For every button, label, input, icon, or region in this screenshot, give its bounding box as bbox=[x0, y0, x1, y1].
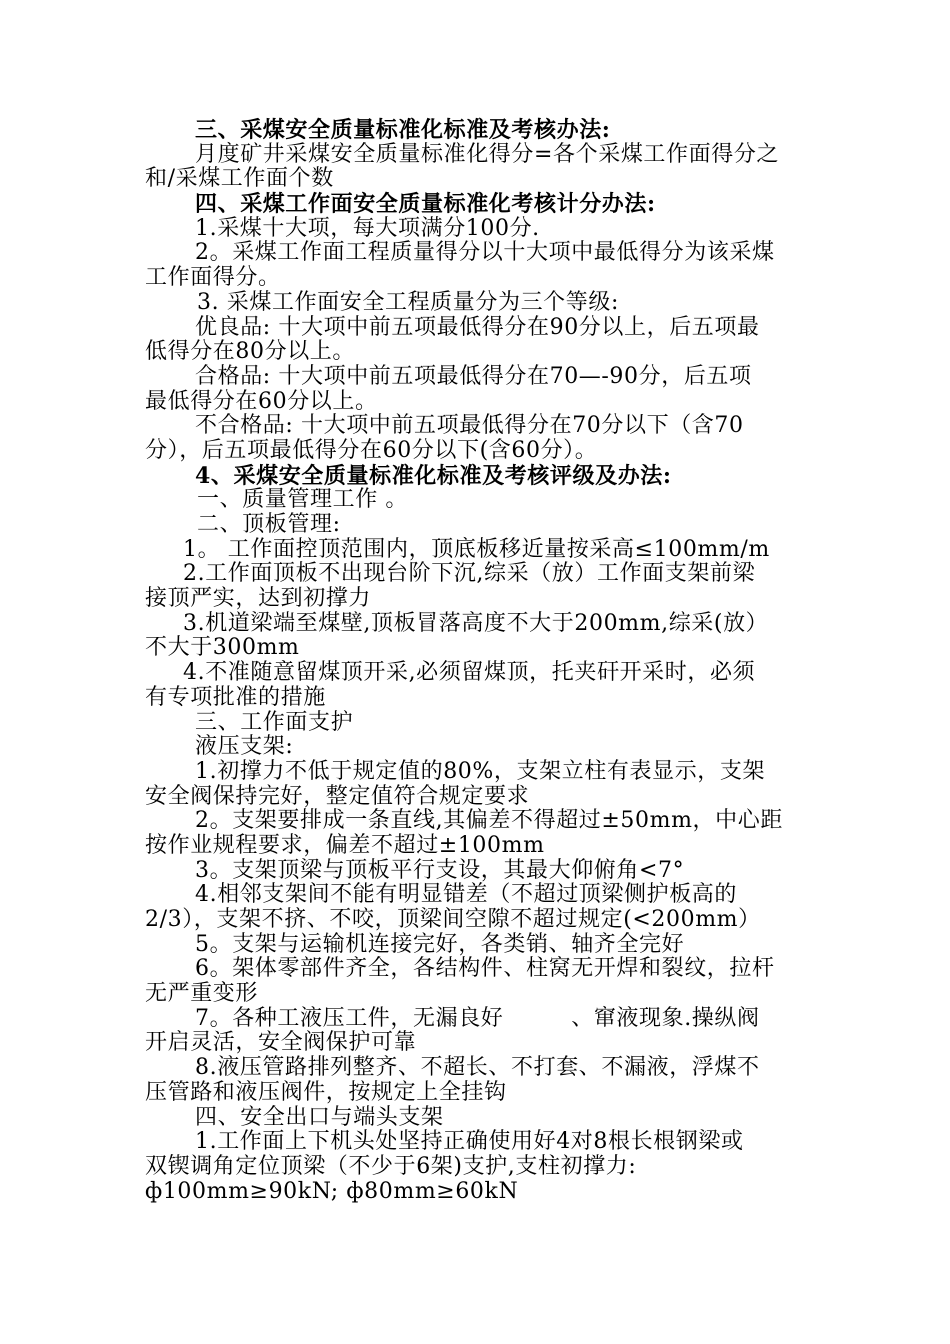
text-line: 4.相邻支架间不能有明显错差（不超过顶梁侧护板高的 bbox=[195, 882, 737, 908]
text-line: 不合格品: 十大项中前五项最低得分在70分以下（含70 bbox=[195, 413, 744, 439]
text-line: 最低得分在60分以上。 bbox=[145, 388, 378, 414]
text-line: 液压支架: bbox=[195, 734, 294, 760]
text-line: 四、安全出口与端头支架 bbox=[195, 1104, 444, 1130]
text-line: 无严重变形 bbox=[145, 981, 259, 1007]
text-line: 合格品: 十大项中前五项最低得分在70—-90分，后五项 bbox=[195, 363, 752, 389]
text-line: 4.不准随意留煤顶开采,必须留煤顶，托夹矸开采时，必须 bbox=[183, 660, 756, 686]
text-line: 1。 工作面控顶范围内，顶底板移近量按采高≤100mm/m bbox=[183, 536, 770, 562]
text-line: 双锲调角定位顶梁（不少于6架)支护,支柱初撑力: bbox=[145, 1153, 637, 1179]
text-line: 2。支架要排成一条直线,其偏差不得超过±50mm，中心距 bbox=[195, 808, 783, 834]
document-page bbox=[145, 118, 810, 1204]
text-line: 接顶严实，达到初撑力 bbox=[145, 586, 372, 612]
text-line: 三、工作面支护 bbox=[195, 709, 354, 735]
text-line: 压管路和液压阀件，按规定上全挂钩 bbox=[145, 1079, 507, 1105]
text-line: 1.初撑力不低于规定值的80%，支架立柱有表显示，支架 bbox=[195, 758, 766, 784]
text-line: 1.工作面上下机头处坚持正确使用好4对8根长根钢梁或 bbox=[195, 1129, 744, 1155]
text-line: 7。各种工液压工件，无漏良好 、窜液现象.操纵阀 bbox=[195, 1005, 760, 1031]
section-heading: 三、采煤安全质量标准化标准及考核办法: bbox=[195, 117, 611, 143]
text-line: 3.机道梁端至煤壁,顶板冒落高度不大于200mm,综采(放） bbox=[183, 610, 769, 636]
text-line: 一、质量管理工作 。 bbox=[197, 487, 408, 513]
text-line: 分），后五项最低得分在60分以下(含60分）。 bbox=[145, 437, 598, 463]
text-line: 6。架体零部件齐全，各结构件、柱窝无开焊和裂纹，拉杆 bbox=[195, 956, 775, 982]
text-line: 2/3），支架不挤、不咬，顶梁间空隙不超过规定(<200mm） bbox=[145, 907, 761, 932]
text-line: 2.工作面顶板不出现台阶下沉,综采（放）工作面支架前梁 bbox=[183, 561, 756, 587]
text-line: 月度矿井采煤安全质量标准化得分=各个采煤工作面得分之 bbox=[195, 141, 780, 167]
text-line: 安全阀保持完好，整定值符合规定要求 bbox=[145, 783, 530, 809]
text-line: 有专项批准的措施 bbox=[145, 684, 326, 710]
text-line: 3. 采煤工作面安全工程质量分为三个等级: bbox=[197, 289, 619, 315]
text-line: 2。采煤工作面工程质量得分以十大项中最低得分为该采煤 bbox=[195, 240, 775, 266]
text-line: 8.液压管路排列整齐、不超长、不打套、不漏液，浮煤不 bbox=[195, 1055, 760, 1081]
section-heading: 四、采煤工作面安全质量标准化考核计分办法: bbox=[195, 191, 656, 218]
text-line: 低得分在80分以上。 bbox=[145, 339, 355, 365]
text-line: 开启灵活，安全阀保护可靠 bbox=[145, 1030, 417, 1056]
text-line: 按作业规程要求，偏差不超过±100mm bbox=[145, 832, 545, 858]
text-line: 5。支架与运输机连接完好，各类销、轴齐全完好 bbox=[195, 931, 685, 957]
section-heading: 4、采煤安全质量标准化标准及考核评级及办法: bbox=[195, 462, 672, 489]
text-line: 工作面得分。 bbox=[145, 265, 281, 291]
text-line: 优良品: 十大项中前五项最低得分在90分以上，后五项最 bbox=[195, 314, 760, 340]
text-line: 和/采煤工作面个数 bbox=[145, 166, 334, 192]
text-line: 不大于300mm bbox=[145, 635, 300, 661]
text-line: 3。支架顶梁与顶板平行支设，其最大仰俯角<7° bbox=[195, 857, 685, 883]
text-line: 1.采煤十大项，每大项满分100分. bbox=[195, 215, 540, 241]
text-line: ф100mm≥90kN; ф80mm≥60kN bbox=[145, 1178, 519, 1204]
text-line: 二、顶板管理: bbox=[197, 512, 341, 537]
